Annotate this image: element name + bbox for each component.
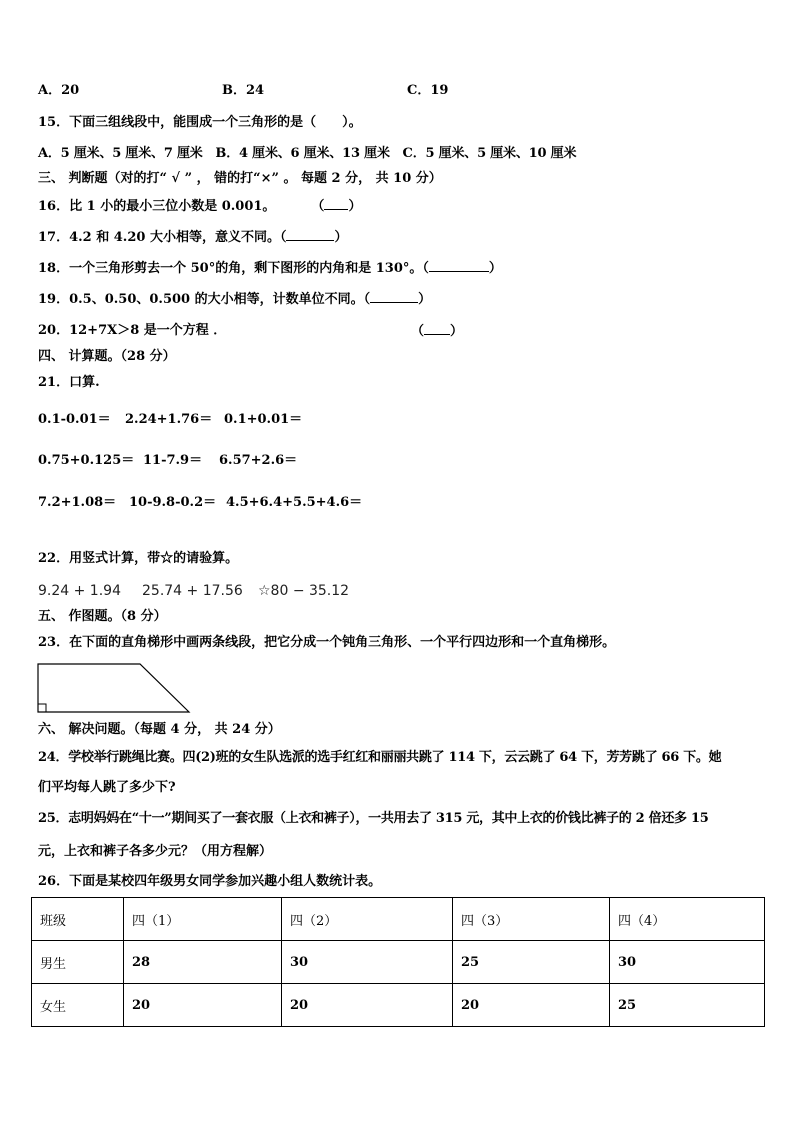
q20-text: 20．12+7X＞8 是一个方程 ． <box>38 323 227 338</box>
q15-stem: 15．下面三组线段中，能围成一个三角形的是（ ）。 <box>38 115 362 130</box>
q22-stem: 22．用竖式计算，带☆的请验算。 <box>38 551 239 566</box>
table-row-label: 男生 <box>32 941 124 984</box>
section6-title: 六、 解决问题。（每题 4 分， 共 24 分） <box>38 722 281 737</box>
table-cell: 25 <box>453 941 610 984</box>
q17-text: 17．4.2 和 4.20 大小相等，意义不同。（ <box>38 230 287 245</box>
right-angle-mark <box>38 704 46 712</box>
q21-r1-c3: 0.1+0.01＝ <box>224 412 303 427</box>
q24-line2: 们平均每人跳了多少下? <box>38 780 176 795</box>
q14-option-b: B．24 <box>222 83 265 98</box>
table-header-cell: 四（2） <box>282 898 453 941</box>
q21-r1-c1: 0.1-0.01＝ <box>38 412 111 427</box>
q21-r2-c1: 0.75+0.125＝ <box>38 453 135 468</box>
q15-options: A．5 厘米、5 厘米、7 厘米 B．4 厘米、6 厘米、13 厘米 C．5 厘米、5 厘米、10 厘米 <box>38 146 577 161</box>
q16 <box>38 197 361 216</box>
q20-answer-blank[interactable] <box>424 322 450 335</box>
table-row-girls <box>32 984 765 1027</box>
q22-item-1: 9.24 + 1.94 <box>38 583 121 599</box>
q25-line1: 25．志明妈妈在“十一”期间买了一套衣服（上衣和裤子），一共用去了 315 元，其中上衣的价钱比裤子的 2 倍还多 15 <box>38 811 709 826</box>
q24-line1: 24．学校举行跳绳比赛。四(2)班的女生队选派的选手红红和丽丽共跳了 114 下，云云跳了 64 下，芳芳跳了 66 下。她 <box>38 750 722 765</box>
table-cell: 30 <box>610 941 765 984</box>
q26-stem: 26．下面是某校四年级男女同学参加兴趣小组人数统计表。 <box>38 874 382 889</box>
q17 <box>38 228 347 247</box>
q21-stem: 21．口算. <box>38 375 100 390</box>
q16-paren-open: （ <box>311 199 325 214</box>
q18 <box>38 259 502 278</box>
q18-text: 18．一个三角形剪去一个 50°的角，剩下图形的内角和是 130°。（ <box>38 261 429 276</box>
q25-line2: 元，上衣和裤子各多少元？（用方程解） <box>38 844 273 859</box>
q21-r3-c2: 10-9.8-0.2＝ <box>129 495 217 510</box>
q19-text: 19．0.5、0.50、0.500 的大小相等，计数单位不同。（ <box>38 292 371 307</box>
q20 <box>38 322 226 340</box>
q22-item-3: ☆80 − 35.12 <box>258 583 350 599</box>
q20-answer-paren <box>411 322 463 341</box>
table-header-cell: 四（4） <box>610 898 765 941</box>
q16-text: 16．比 1 小的最小三位小数是 0.001。 <box>38 199 276 214</box>
q20-paren-open: （ <box>411 324 425 339</box>
q17-paren-close: ） <box>334 230 348 245</box>
q16-answer-blank[interactable] <box>324 197 348 210</box>
q21-r3-c1: 7.2+1.08＝ <box>38 495 117 510</box>
q14-option-c: C．19 <box>407 83 449 98</box>
right-trapezoid-figure[interactable] <box>36 662 192 714</box>
q20-paren-close: ） <box>450 324 464 339</box>
q23-stem: 23．在下面的直角梯形中画两条线段，把它分成一个钝角三角形、一个平行四边形和一个直角梯形。 <box>38 635 616 650</box>
q18-paren-close: ） <box>488 261 502 276</box>
q21-r1-c2: 2.24+1.76＝ <box>125 412 213 427</box>
q16-paren-close: ） <box>348 199 362 214</box>
table-cell: 28 <box>124 941 282 984</box>
table-cell: 25 <box>610 984 765 1027</box>
q18-answer-blank[interactable] <box>429 259 489 272</box>
q14-option-a: A．20 <box>38 83 80 98</box>
q19-answer-blank[interactable] <box>370 290 418 303</box>
q19 <box>38 290 431 309</box>
q21-r2-c3: 6.57+2.6＝ <box>219 453 298 468</box>
table-cell: 30 <box>282 941 453 984</box>
section3-title: 三、 判断题（对的打“ √ ” ， 错的打“×” 。 每题 2 分， 共 10 分） <box>38 171 442 186</box>
q22-item-2: 25.74 + 17.56 <box>142 583 243 599</box>
table-cell: 20 <box>453 984 610 1027</box>
interest-group-stats-table <box>31 897 765 1027</box>
table-header-cell: 四（1） <box>124 898 282 941</box>
table-cell: 20 <box>282 984 453 1027</box>
table-header-cell: 班级 <box>32 898 124 941</box>
q21-r2-c2: 11-7.9＝ <box>143 453 203 468</box>
q17-answer-blank[interactable] <box>286 228 334 241</box>
table-row-boys <box>32 941 765 984</box>
q19-paren-close: ） <box>418 292 432 307</box>
table-row-label: 女生 <box>32 984 124 1027</box>
q21-r3-c3: 4.5+6.4+5.5+4.6＝ <box>226 495 363 510</box>
table-header-cell: 四（3） <box>453 898 610 941</box>
section4-title: 四、 计算题。（28 分） <box>38 349 176 364</box>
table-cell: 20 <box>124 984 282 1027</box>
table-header-row <box>32 898 765 941</box>
section5-title: 五、 作图题。（8 分） <box>38 609 167 624</box>
